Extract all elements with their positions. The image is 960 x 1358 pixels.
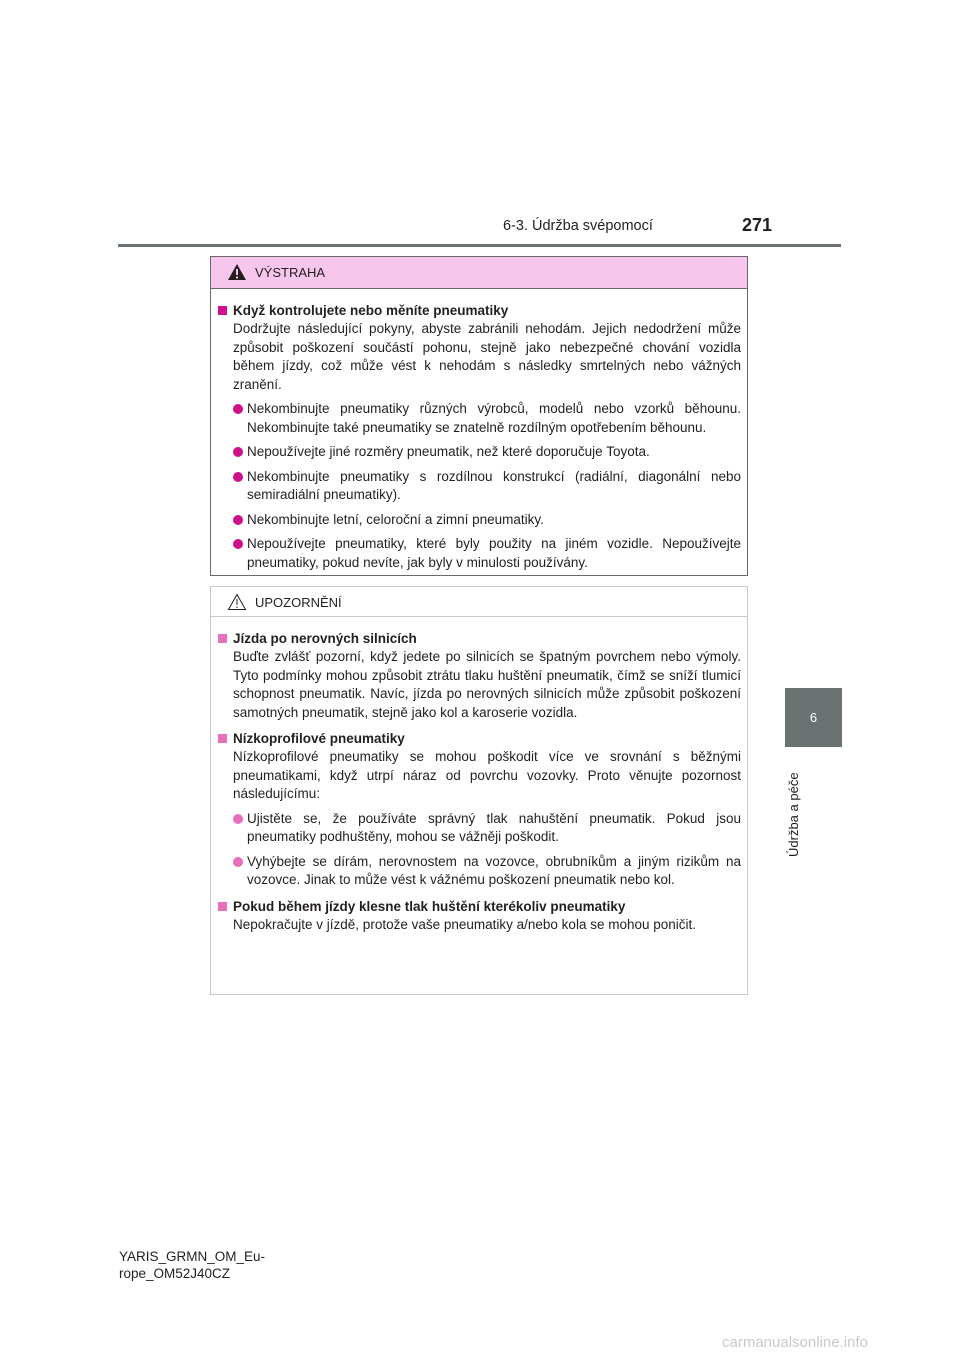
bullet-item: Nekombinujte pneumatiky s rozdílnou konstrukcí (radiální, diagonální nebo semiradiální pneumatiky). [217,468,741,505]
warning-triangle-filled-icon [227,263,247,284]
header-rule [118,244,841,247]
chapter-tab [785,688,842,747]
warning-box-header [211,257,747,289]
section-heading: Když kontrolujete nebo měníte pneumatiky [217,301,741,320]
bullet-dot [233,472,243,482]
section-marker [218,734,227,743]
section-text: Buďte zvlášť pozorní, když jedete po silnicích se špatným povrchem nebo výmoly. Tyto podmínky mohou způsobit ztrátu tlaku huštění pneumatik, čímž se sníží tlumicí schopnost pneumatik. Navíc, jízda po nerovných silnicích může způsobit poškození samotných pneumatik, stejně jako kol a karoserie vozidla. [233,649,741,720]
bullet-item: Nekombinujte pneumatiky různých výrobců, modelů nebo vzorků běhounu. Nekombinujte také pneumatiky se znatelně rozdílným opotřebením běhounu. [217,400,741,437]
warning-title: VÝSTRAHA [255,265,326,280]
section-text: Dodržujte následující pokyny, abyste zabránili nehodám. Jejich nedodržení může způsobit poškození součástí pohonu, stejně jako nebezpečné chování vozidla během jízdy, což může vést k nehodám s následky smrtelných nebo vážných zranění. [233,321,741,392]
bullet-item: Nepoužívejte jiné rozměry pneumatik, než které doporučuje Toyota. [217,443,741,462]
bullet-dot [233,404,243,414]
section-heading: Nízkoprofilové pneumatiky [217,729,741,748]
caution-section [217,629,741,722]
bullet-item: Nekombinujte letní, celoroční a zimní pneumatiky. [217,511,741,530]
bullet-dot [233,515,243,525]
bullet-item: Vyhýbejte se dírám, nerovnostem na vozovce, obrubníkům a jiným rizikům na vozovce. Jinak to může vést k vážnému poškození pneumatik nebo kol. [217,853,741,890]
warning-box [210,256,748,576]
bullet-dot [233,857,243,867]
footer-doc-id [119,1248,265,1282]
chapter-tab-number: 6 [809,710,818,725]
bullet-item: Nepoužívejte pneumatiky, které byly použity na jiném vozidle. Nepoužívejte pneumatiky, pokud nevíte, jak byly v minulosti používány. [217,535,741,572]
bullet-dot [233,814,243,824]
caution-section [217,897,741,935]
caution-box-header [211,587,747,617]
section-marker [218,306,227,315]
caution-section [217,729,741,890]
header-section-title: 6-3. Údržba svépomocí [503,218,653,234]
section-text: Nízkoprofilové pneumatiky se mohou poškodit více ve srovnání s běžnými pneumatikami, když utrpí náraz od povrchu vozovky. Proto věnujte pozornost následujícímu: [233,749,741,801]
footer-line-2: rope_OM52J40CZ [119,1266,231,1281]
caution-box-body [211,617,747,934]
section-marker [218,634,227,643]
bullet-dot [233,539,243,549]
bullet-dot [233,447,243,457]
warning-section [217,301,741,572]
section-text: Nepokračujte v jízdě, protože vaše pneumatiky a/nebo kola se mohou poničit. [233,916,697,932]
section-marker [218,902,227,911]
footer-line-1: YARIS_GRMN_OM_Eu- [119,1249,266,1264]
bullet-item: Ujistěte se, že používáte správný tlak nahuštění pneumatik. Pokud jsou pneumatiky podhuštěny, mohou se vážněji poškodit. [217,810,741,847]
section-heading: Jízda po nerovných silnicích [217,629,741,648]
page-number: 271 [742,215,773,235]
section-heading: Pokud během jízdy klesne tlak huštění kterékoliv pneumatiky [217,897,741,916]
caution-box [210,586,748,995]
watermark: carmanualsonline.info [722,1334,868,1351]
warning-box-body [211,289,747,572]
chapter-tab-label: Údržba a péče [786,772,801,857]
caution-triangle-outline-icon [227,593,247,614]
caution-title: UPOZORNĚNÍ [255,595,342,610]
